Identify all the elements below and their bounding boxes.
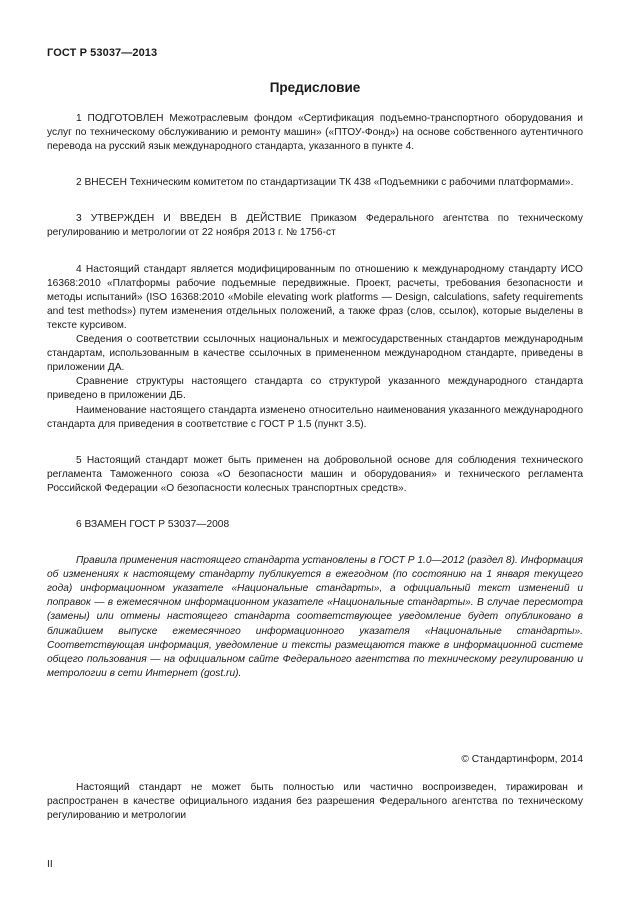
page-number: II [47, 859, 53, 870]
paragraph-2: 2 ВНЕСЕН Техническим комитетом по стандартизации ТК 438 «Подъемники с рабочими платформами». [76, 177, 574, 189]
paragraph-4: 4 Настоящий стандарт является модифицированным по отношению к международному стандарту ИСО 16368:2010 «Платформы рабочие подъемные передвижные. Проект, расчеты, требования безопасности и методы испытаний» (ISO 16368:2010 «Mobile elevating work platforms — Design, calculations, safety requirements and test methods») путем изменения отдельных положений, а также фраз (слов, ссылок), которые выделены в тексте курсивом. [47, 263, 583, 331]
paragraph-6: 6 ВЗАМЕН ГОСТ Р 53037—2008 [76, 518, 230, 530]
document-header: ГОСТ Р 53037—2013 [47, 47, 158, 59]
paragraph-4-references: Сведения о соответствии ссылочных национальных и межгосударственных стандартов международным стандартам, использованным в качестве ссылочных в примененном международном стандарте, приведены в приложении ДА. [47, 334, 583, 374]
copyright-notice: © Стандартинформ, 2014 [461, 754, 583, 765]
reproduction-notice-text: Настоящий стандарт не может быть полностью или частично воспроизведен, тиражирован и распространен в качестве официального издания без разрешения Федерального агентства по техническому регулированию и метрологии [47, 782, 583, 822]
paragraph-1: 1 ПОДГОТОВЛЕН Межотраслевым фондом «Сертификация подъемно-транспортного оборудования и услуг по техническому обслуживанию и ремонту машин» («ПТОУ-Фонд») на основе собственного аутентичного перевода на русский язык международного стандарта, указанного в пункте 4. [47, 113, 583, 153]
paragraph-5: 5 Настоящий стандарт может быть применен на добровольной основе для соблюдения технического регламента Таможенного союза «О безопасности машин и оборудования» и технического регламента Российской Федерации «О безопасности колесных транспортных средств». [47, 454, 583, 494]
foreword-content [47, 112, 583, 681]
paragraph-4-structure: Сравнение структуры настоящего стандарта со структурой указанного международного стандарта приведено в приложении ДБ. [47, 376, 583, 402]
paragraph-4-title-change: Наименование настоящего стандарта изменено относительно наименования указанного международного стандарта для приведения в соответствие с ГОСТ Р 1.5 (пункт 3.5). [47, 404, 583, 430]
reproduction-notice [47, 781, 583, 823]
application-rules-note: Правила применения настоящего стандарта установлены в ГОСТ Р 1.0—2012 (раздел 8). Информация об изменениях к настоящему стандарту публикуется в ежегодном (по состоянию на 1 января текущего года) информационном указателе «Национальные стандарты», а официальный текст изменений и поправок — в ежемесячном информационном указателе «Национальные стандарты». В случае пересмотра (замены) или отмены настоящего стандарта соответствующее уведомление будет опубликовано в ближайшем выпуске ежемесячного информационного указателя «Национальные стандарты». Соответствующая информация, уведомление и тексты размещаются также в информационной системе общего пользования — на официальном сайте Федерального агентства по техническому регулированию и метрологии в сети Интернет (gost.ru). [47, 555, 583, 679]
page-title: Предисловие [269, 80, 361, 95]
paragraph-3: 3 УТВЕРЖДЕН И ВВЕДЕН В ДЕЙСТВИЕ Приказом Федерального агентства по техническому регулированию и метрологии от 22 ноября 2013 г. № 1756-ст [47, 213, 583, 239]
